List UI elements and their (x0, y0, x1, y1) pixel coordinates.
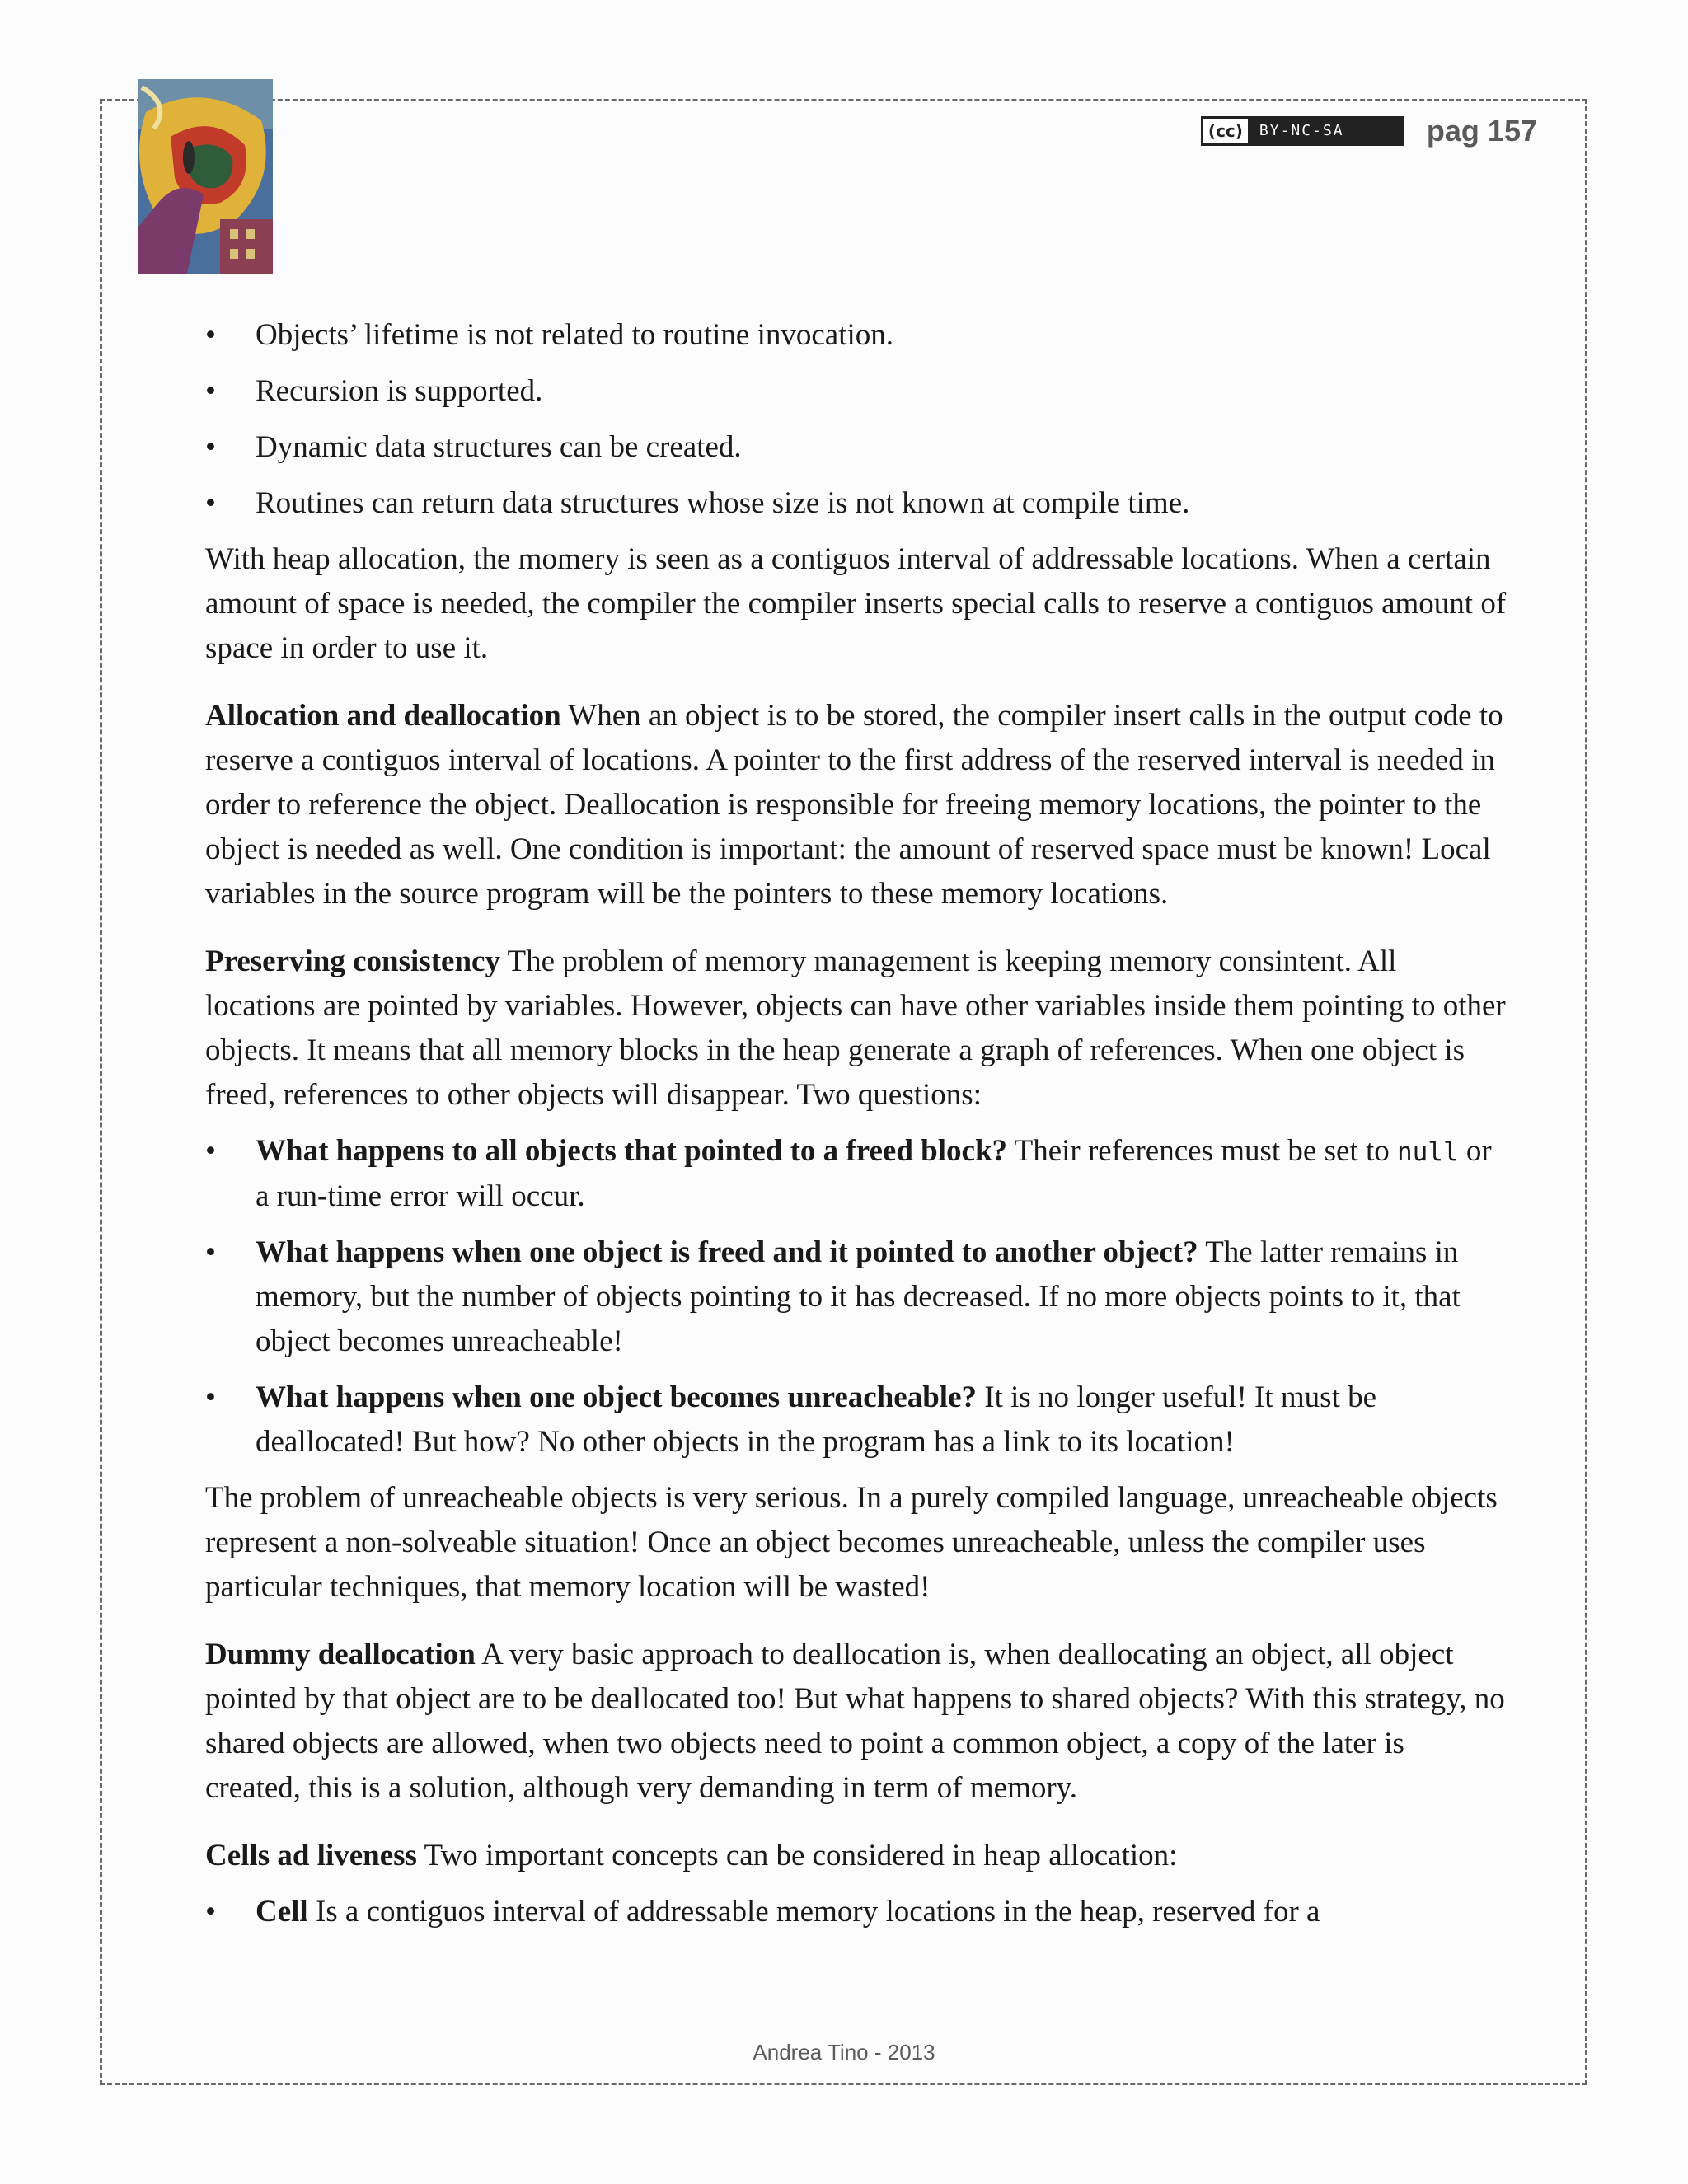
list-item (205, 1129, 1507, 1219)
cell-term: Cell (256, 1895, 308, 1929)
question-text: What happens when one object is freed and it pointed to another object? (256, 1235, 1198, 1269)
allocation-heading: Allocation and deallocation (205, 699, 561, 733)
allocation-text: When an object is to be stored, the compiler insert calls in the output code to reserve a contiguos interval of locations. A pointer to the first address of the reserved interval is needed in order to reference the object. Deallocation is responsible for freeing memory locations, the pointer to the object is needed as well. One condition is important: the amount of reserved space must be known! Local variables in the source program will be the pointers to these memory locations. (205, 699, 1503, 911)
cc-logo: (cc) (1203, 119, 1250, 143)
book-cover-thumbnail (138, 79, 273, 274)
cells-paragraph (205, 1834, 1507, 1878)
question-text: What happens to all objects that pointed to a freed block? (256, 1134, 1008, 1168)
answer-text: Their references must be set to (1007, 1134, 1397, 1168)
cells-heading: Cells ad liveness (205, 1839, 417, 1872)
consistency-text: The problem of memory management is keeping memory consintent. All locations are pointed by variables. However, objects can have other variables inside them pointing to other objects. It means that all memory blocks in the heap generate a graph of references. When one object is freed, references to other objects will disappear. Two questions: (205, 944, 1506, 1112)
question-text: What happens when one object becomes unreacheable? (256, 1380, 977, 1414)
intro-bullet-list (205, 313, 1507, 526)
answer-text: It is no longer useful! It must be deallocated! But how? No other objects in the program has a link to its location! (256, 1380, 1377, 1459)
list-item (205, 1890, 1507, 1934)
dummy-text: A very basic approach to deallocation is, when deallocating an object, all object pointed by that object are to be deallocated too! But what happens to shared objects? With this strategy, no shared objects are allowed, when two objects need to point a common object, a copy of the later is created, this is a solution, although very demanding in term of memory. (205, 1638, 1505, 1805)
list-item: • Routines can return data structures whose size is not known at compile time. (205, 481, 1507, 526)
allocation-paragraph (205, 694, 1507, 916)
code-null: null (1396, 1137, 1459, 1167)
dummy-heading: Dummy deallocation (205, 1638, 476, 1671)
cells-bullet-list (205, 1890, 1507, 1934)
questions-list (205, 1129, 1507, 1465)
answer-text: or a run-time error will occur. (256, 1134, 1492, 1213)
consistency-paragraph (205, 940, 1507, 1118)
cells-text: Two important concepts can be considered in heap allocation: (416, 1839, 1178, 1872)
answer-text: The latter remains in memory, but the number of objects pointing to it has decreased. If no more objects points to it, that object becomes unreacheable! (256, 1235, 1461, 1358)
list-item (205, 1230, 1507, 1364)
main-content (205, 313, 1507, 1946)
creative-commons-badge[interactable] (1201, 116, 1404, 146)
page-header (1201, 114, 1537, 148)
cell-definition: Is a contiguos interval of addressable memory locations in the heap, reserved for a (307, 1895, 1320, 1929)
consistency-heading: Preserving consistency (205, 944, 500, 978)
unreachable-paragraph: The problem of unreacheable objects is very serious. In a purely compiled language, unreacheable objects represent a non-solveable situation! Once an object becomes unreacheable, unless the compiler uses particular techniques, that memory location will be wasted! (205, 1481, 1498, 1604)
heap-allocation-paragraph: With heap allocation, the momery is seen as a contiguos interval of addressable locations. When a certain amount of space is needed, the compiler the compiler inserts special calls to reserve a contiguos amount of space in order to use it. (205, 542, 1507, 665)
list-item: • Recursion is supported. (205, 369, 1507, 414)
list-item: • Objects’ lifetime is not related to routine invocation. (205, 313, 1507, 358)
dummy-deallocation-paragraph (205, 1633, 1507, 1811)
page-number: pag 157 (1426, 114, 1537, 148)
page-footer: Andrea Tino - 2013 (753, 2040, 935, 2064)
license-label: BY-NC-SA (1250, 119, 1401, 143)
list-item: • Dynamic data structures can be created. (205, 425, 1507, 470)
list-item (205, 1376, 1507, 1465)
